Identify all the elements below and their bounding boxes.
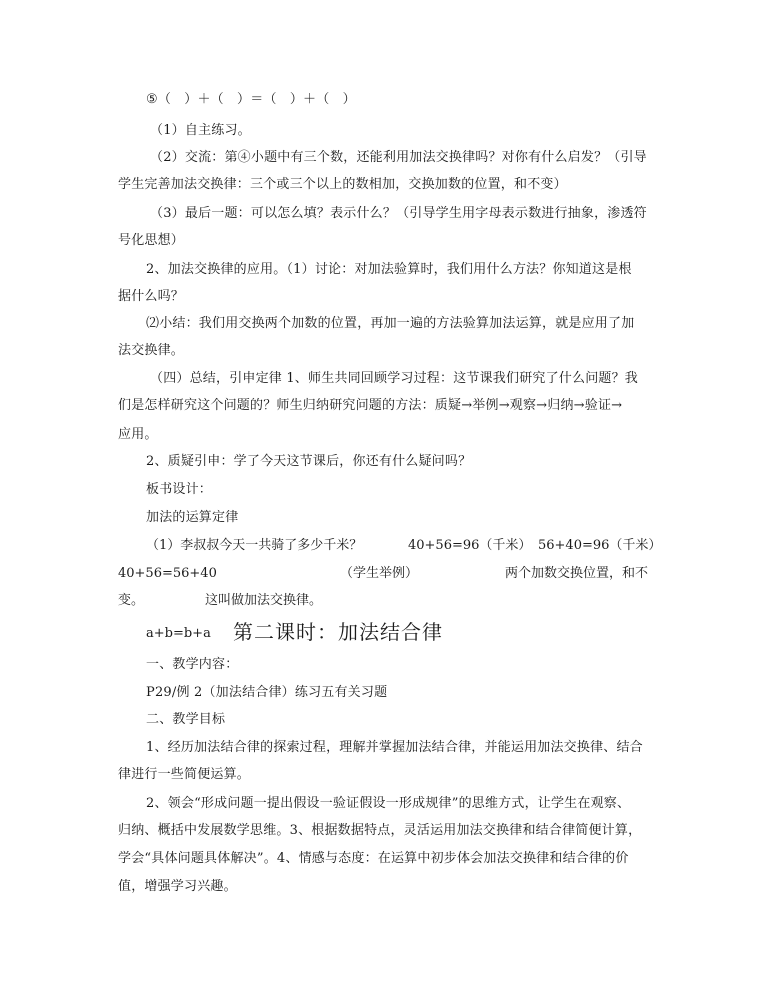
- text-line: 归纳、概括中发展数学思维。3、根据数据特点，灵活运用加法交换律和结合律简便计算，: [118, 823, 642, 838]
- text-line: （四）总结，引申定律 1、师生共同回顾学习过程：这节课我们研究了什么问题？我: [150, 371, 639, 386]
- text-line: 号化思想）: [118, 233, 185, 248]
- text-line: 这叫做加法交换律。: [205, 593, 323, 608]
- text-line: （2）交流：第④小题中有三个数，还能利用加法交换律吗？对你有什么启发？（引导: [150, 150, 647, 165]
- text-line: 二、教学目标: [146, 712, 226, 727]
- text-line: 1、经历加法结合律的探索过程，理解并掌握加法结合律，并能运用加法交换律、结合: [146, 740, 643, 755]
- text-line: 律进行一些简便运算。: [118, 767, 251, 782]
- text-line: 2、质疑引申：学了今天这节课后，你还有什么疑问吗？: [146, 454, 472, 469]
- text-line: （3）最后一题：可以怎么填？表示什么？（引导学生用字母表示数进行抽象，渗透符: [150, 206, 647, 221]
- text-line: ⑤（ ）＋（ ）＝（ ）＋（ ）: [146, 92, 356, 107]
- text-line: 学生完善加法交换律：三个或三个以上的数相加，交换加数的位置，和不变）: [118, 177, 567, 192]
- section-heading: 第二课时：加法结合律: [233, 620, 443, 644]
- text-line: （学生举例）: [340, 566, 419, 581]
- text-line: 56+40=96（千米）: [538, 538, 662, 553]
- text-line: 据什么吗？: [118, 289, 185, 304]
- text-line: （1）李叔叔今天一共骑了多少千米？: [146, 538, 363, 553]
- text-line: 加法的运算定律: [146, 510, 239, 525]
- text-line: 40+56=96（千米）: [408, 538, 532, 553]
- text-line: a+b=b+a: [146, 626, 211, 641]
- text-line: 应用。: [118, 427, 158, 442]
- text-line: 2、加法交换律的应用。（1）讨论：对加法验算时，我们用什么方法？你知道这是根: [146, 262, 632, 277]
- text-line: P29/例 2（加法结合律）练习五有关习题: [146, 685, 388, 700]
- text-line: 板书设计：: [146, 482, 213, 497]
- text-line: 两个加数交换位置，和不: [505, 566, 649, 581]
- text-line: 值，增强学习兴趣。: [118, 879, 237, 894]
- text-line: 法交换律。: [118, 343, 185, 358]
- text-line: 40+56=56+40: [118, 566, 217, 581]
- text-line: 变。: [118, 593, 145, 608]
- text-line: 一、教学内容：: [146, 657, 239, 672]
- text-line: （1）自主练习。: [150, 123, 251, 138]
- text-line: 2、领会“形成问题一提出假设一验证假设一形成规律”的思维方式，让学生在观察、: [146, 796, 631, 811]
- text-line: ⑵小结：我们用交换两个加数的位置，再加一遍的方法验算加法运算，就是应用了加: [146, 316, 635, 331]
- text-line: 们是怎样研究这个问题的？师生归纳研究问题的方法：质疑→举例→观察→归纳→验证→: [118, 398, 623, 413]
- text-line: 学会“具体问题具体解决”。4、情感与态度：在运算中初步体会加法交换律和结合律的价: [118, 851, 629, 866]
